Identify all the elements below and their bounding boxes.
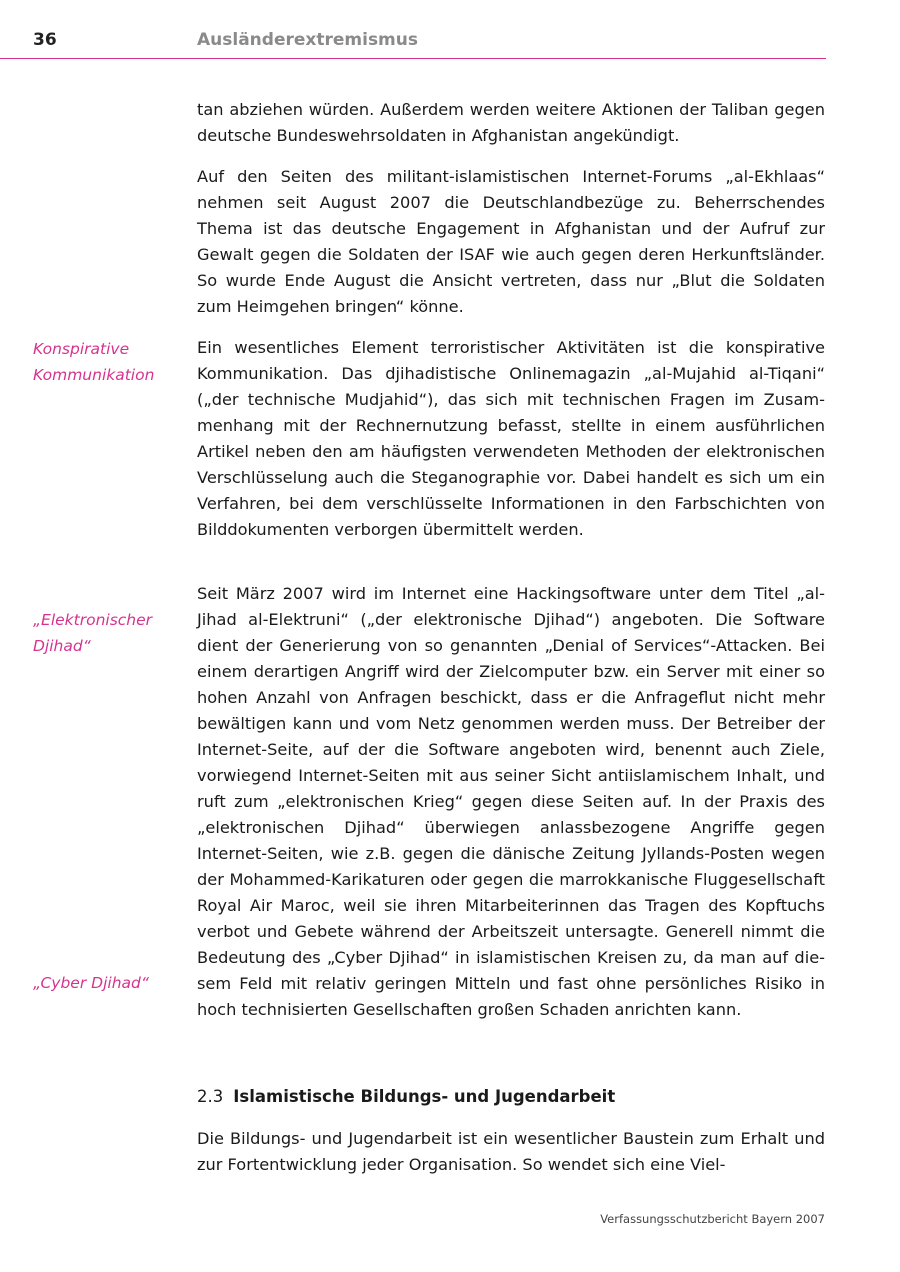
paragraph-4: Seit März 2007 wird im Internet eine Hackingsoftware unter dem Titel „al-Jihad al-Elektruni“ („der elektronische Djihad“) angeboten. Die Software dient der Generierung von so genannten „Denial of Services“-Attacken. Bei einem derartigen Angriff wird der Zielcomputer bzw. ein Server mit einer so hohen Anzahl von Anfragen beschickt, dass er die Anfrageflut nicht mehr bewältigen kann und vom Netz genommen werden muss. Der Betreiber der Internet-Seite, auf der die Software angeboten wird, benennt auch Ziele, vorwiegend Internet-Seiten mit aus seiner Sicht antiislamischem Inhalt, und ruft zum „elektronischen Krieg“ gegen diese Seiten auf. In der Praxis des „elektronischen Djihad“ überwiegen anlassbezogene Angriffe gegen Internet-Seiten, wie z.B. gegen die dänische Zeitung Jyllands-Posten wegen der Mohammed-Karikaturen oder gegen die marrokkanische Fluggesellschaft Royal Air Maroc, weil sie ihren Mitarbeiterinnen das Tragen des Kopftuchs verbot und Gebete während der Arbeitszeit untersagte. Generell nimmt die Bedeutung des „Cyber Djihad“ in islamistischen Kreisen zu, da man auf diesem Feld mit relativ geringen Mitteln und fast ohne persönliches Risiko in hoch technisierten Gesellschaften großen Schaden anrichten kann. [197,584,825,1019]
section-title: Islamistische Bildungs- und Jugendarbeit [233,1087,616,1106]
margin-note-cyber-djihad: „Cyber Djihad“ [33,974,149,992]
page-header [0,24,826,59]
section-number: 2.3 [197,1087,224,1106]
page-footer: Verfassungsschutzbericht Bayern 2007 [600,1212,825,1226]
paragraph-2: Auf den Seiten des militant-islamistischen Internet-Forums „al-Ekhlaas“ nehmen seit August 2007 die Deutschlandbezüge zu. Beherrschendes Thema ist das deutsche Engagement in Afghanistan und der Aufruf zur Gewalt gegen die Soldaten der ISAF wie auch gegen deren Herkunftsländer. So wurde Ende August die Ansicht vertreten, dass nur „Blut die Soldaten zum Heimgehen bringen“ könne. [197,167,825,316]
paragraph-1: tan abziehen würden. Außerdem werden weitere Aktionen der Taliban gegen deutsche Bundeswehrsoldaten in Afghanistan angekündigt. [197,100,825,145]
margin-note-elektronischer-djihad: „Elektronischer Djihad“ [33,611,153,655]
margin-note-konspirative-kommunikation: Konspirative Kommunikation [33,340,155,384]
running-title: Ausländerextremismus [197,30,418,50]
section-heading [197,1084,825,1110]
paragraph-3: Ein wesentliches Element terroristischer Aktivitäten ist die konspirative Kommunikation. Das djihadistische Onlinemagazin „al-Mujahid al-Tiqani“ („der technische Mudjahid“), das sich mit technischen Fragen im Zusammenhang mit der Rechnernutzung befasst, stellte in einem ausführlichen Artikel neben den am häufigsten verwendeten Methoden der elektronischen Verschlüsselung auch die Steganographie vor. Dabei handelt es sich um ein Verfahren, bei dem verschlüsselte Informationen in den Farbschichten von Bilddokumenten verborgen übermittelt werden. [197,338,825,539]
paragraph-5: Die Bildungs- und Jugendarbeit ist ein wesentlicher Baustein zum Erhalt und zur Fortentwicklung jeder Organisation. So wendet sich eine Viel- [197,1129,825,1174]
page-number: 36 [33,30,57,50]
